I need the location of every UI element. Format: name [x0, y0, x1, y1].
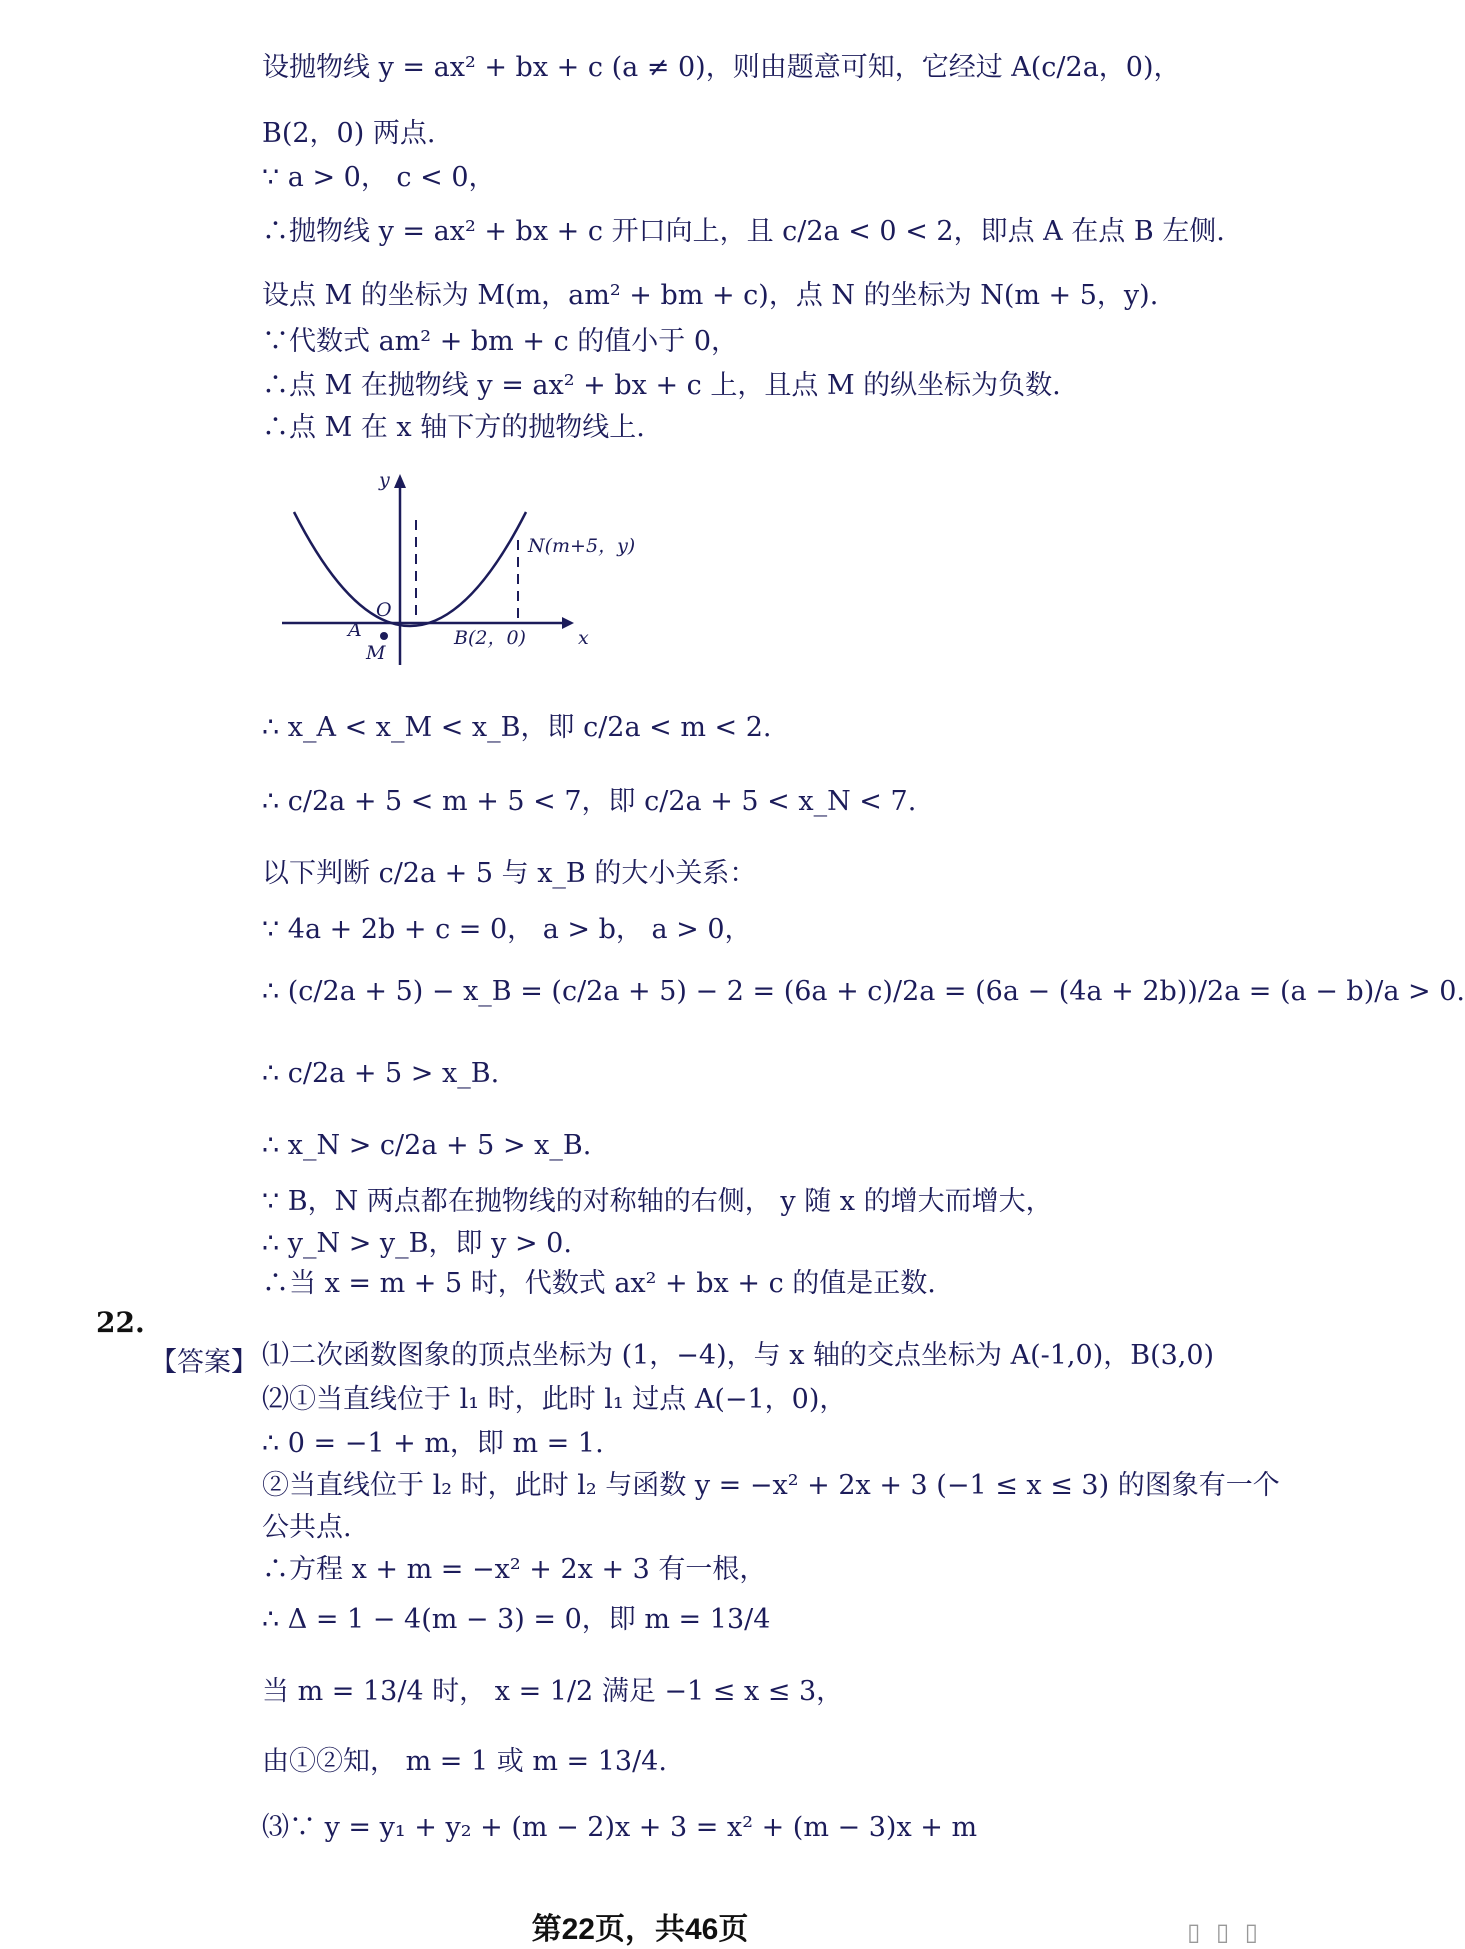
text-line: ∴ x_N > c/2a + 5 > x_B.	[262, 1130, 592, 1161]
page-nav-icon[interactable]: ▯ ▯ ▯	[1187, 1918, 1262, 1946]
text-line: ∴点 M 在抛物线 y = ax² + bx + c 上，且点 M 的纵坐标为负数.	[262, 370, 1061, 401]
answer-line: 公共点.	[262, 1512, 352, 1543]
text-line: ∴ (c/2a + 5) − x_B = (c/2a + 5) − 2 = (6a + c)/2a = (6a − (4a + 2b))/2a = (a − b)/a > 0.	[262, 976, 1465, 1007]
parabola-figure	[272, 470, 642, 680]
text-line: ∴点 M 在 x 轴下方的抛物线上.	[262, 412, 645, 443]
text-line: ∵ 4a + 2b + c = 0， a > b， a > 0，	[262, 914, 752, 945]
point-m-label: M	[366, 642, 386, 664]
point-b-label: B(2，0)	[454, 627, 526, 649]
text-line: ∵ B，N 两点都在抛物线的对称轴的右侧， y 随 x 的增大而增大，	[262, 1186, 1053, 1217]
point-m-dot	[380, 632, 388, 640]
text-line: ∴当 x = m + 5 时，代数式 ax² + bx + c 的值是正数.	[262, 1268, 936, 1299]
answer-line: ⑵①当直线位于 l₁ 时，此时 l₁ 过点 A(−1，0)，	[262, 1384, 847, 1415]
question-number: 22.	[96, 1306, 145, 1339]
answer-line: ⑶∵ y = y₁ + y₂ + (m − 2)x + 3 = x² + (m − 3)x + m	[262, 1812, 978, 1843]
x-axis-arrow	[562, 617, 574, 629]
answer-line: ∴ 0 = −1 + m，即 m = 1.	[262, 1428, 604, 1459]
answer-tag: 【答案】	[150, 1347, 258, 1378]
x-axis-label: x	[578, 627, 589, 649]
text-line: ∴ c/2a + 5 > x_B.	[262, 1058, 500, 1089]
text-line: B(2，0) 两点.	[262, 118, 436, 149]
text-line: ∴ c/2a + 5 < m + 5 < 7，即 c/2a + 5 < x_N < 7.	[262, 786, 917, 817]
answer-line: ②当直线位于 l₂ 时，此时 l₂ 与函数 y = −x² + 2x + 3 (−1 ≤ x ≤ 3) 的图象有一个	[262, 1470, 1280, 1501]
origin-label: O	[376, 599, 392, 621]
point-a-label: A	[348, 619, 362, 641]
y-axis-label: y	[379, 469, 390, 491]
text-line: 设点 M 的坐标为 M(m，am² + bm + c)，点 N 的坐标为 N(m + 5，y).	[262, 280, 1159, 311]
parabola-curve	[294, 512, 526, 626]
answer-line: 当 m = 13/4 时， x = 1/2 满足 −1 ≤ x ≤ 3，	[262, 1676, 844, 1707]
text-line: 以下判断 c/2a + 5 与 x_B 的大小关系：	[262, 858, 757, 889]
text-line: ∴抛物线 y = ax² + bx + c 开口向上，且 c/2a < 0 < 2，即点 A 在点 B 左侧.	[262, 216, 1225, 247]
point-n-label: N(m+5，y)	[528, 535, 636, 557]
text-line: ∵ a > 0， c < 0，	[262, 162, 496, 193]
answer-line: 由①②知， m = 1 或 m = 13/4.	[262, 1746, 667, 1777]
answer-line: ∴ Δ = 1 − 4(m − 3) = 0，即 m = 13/4	[262, 1604, 771, 1635]
answer-line: ⑴二次函数图象的顶点坐标为 (1，−4)，与 x 轴的交点坐标为 A(-1,0)，B(3,0)	[262, 1340, 1215, 1371]
page-footer: 第22页，共46页	[531, 1913, 749, 1946]
text-line: ∴ y_N > y_B，即 y > 0.	[262, 1228, 572, 1259]
y-axis-arrow	[394, 474, 406, 488]
text-line: 设抛物线 y = ax² + bx + c (a ≠ 0)，则由题意可知，它经过 A(c/2a，0)，	[262, 52, 1181, 83]
text-line: ∵代数式 am² + bm + c 的值小于 0，	[262, 326, 739, 357]
text-line: ∴ x_A < x_M < x_B，即 c/2a < m < 2.	[262, 712, 772, 743]
answer-line: ∴方程 x + m = −x² + 2x + 3 有一根，	[262, 1554, 767, 1585]
